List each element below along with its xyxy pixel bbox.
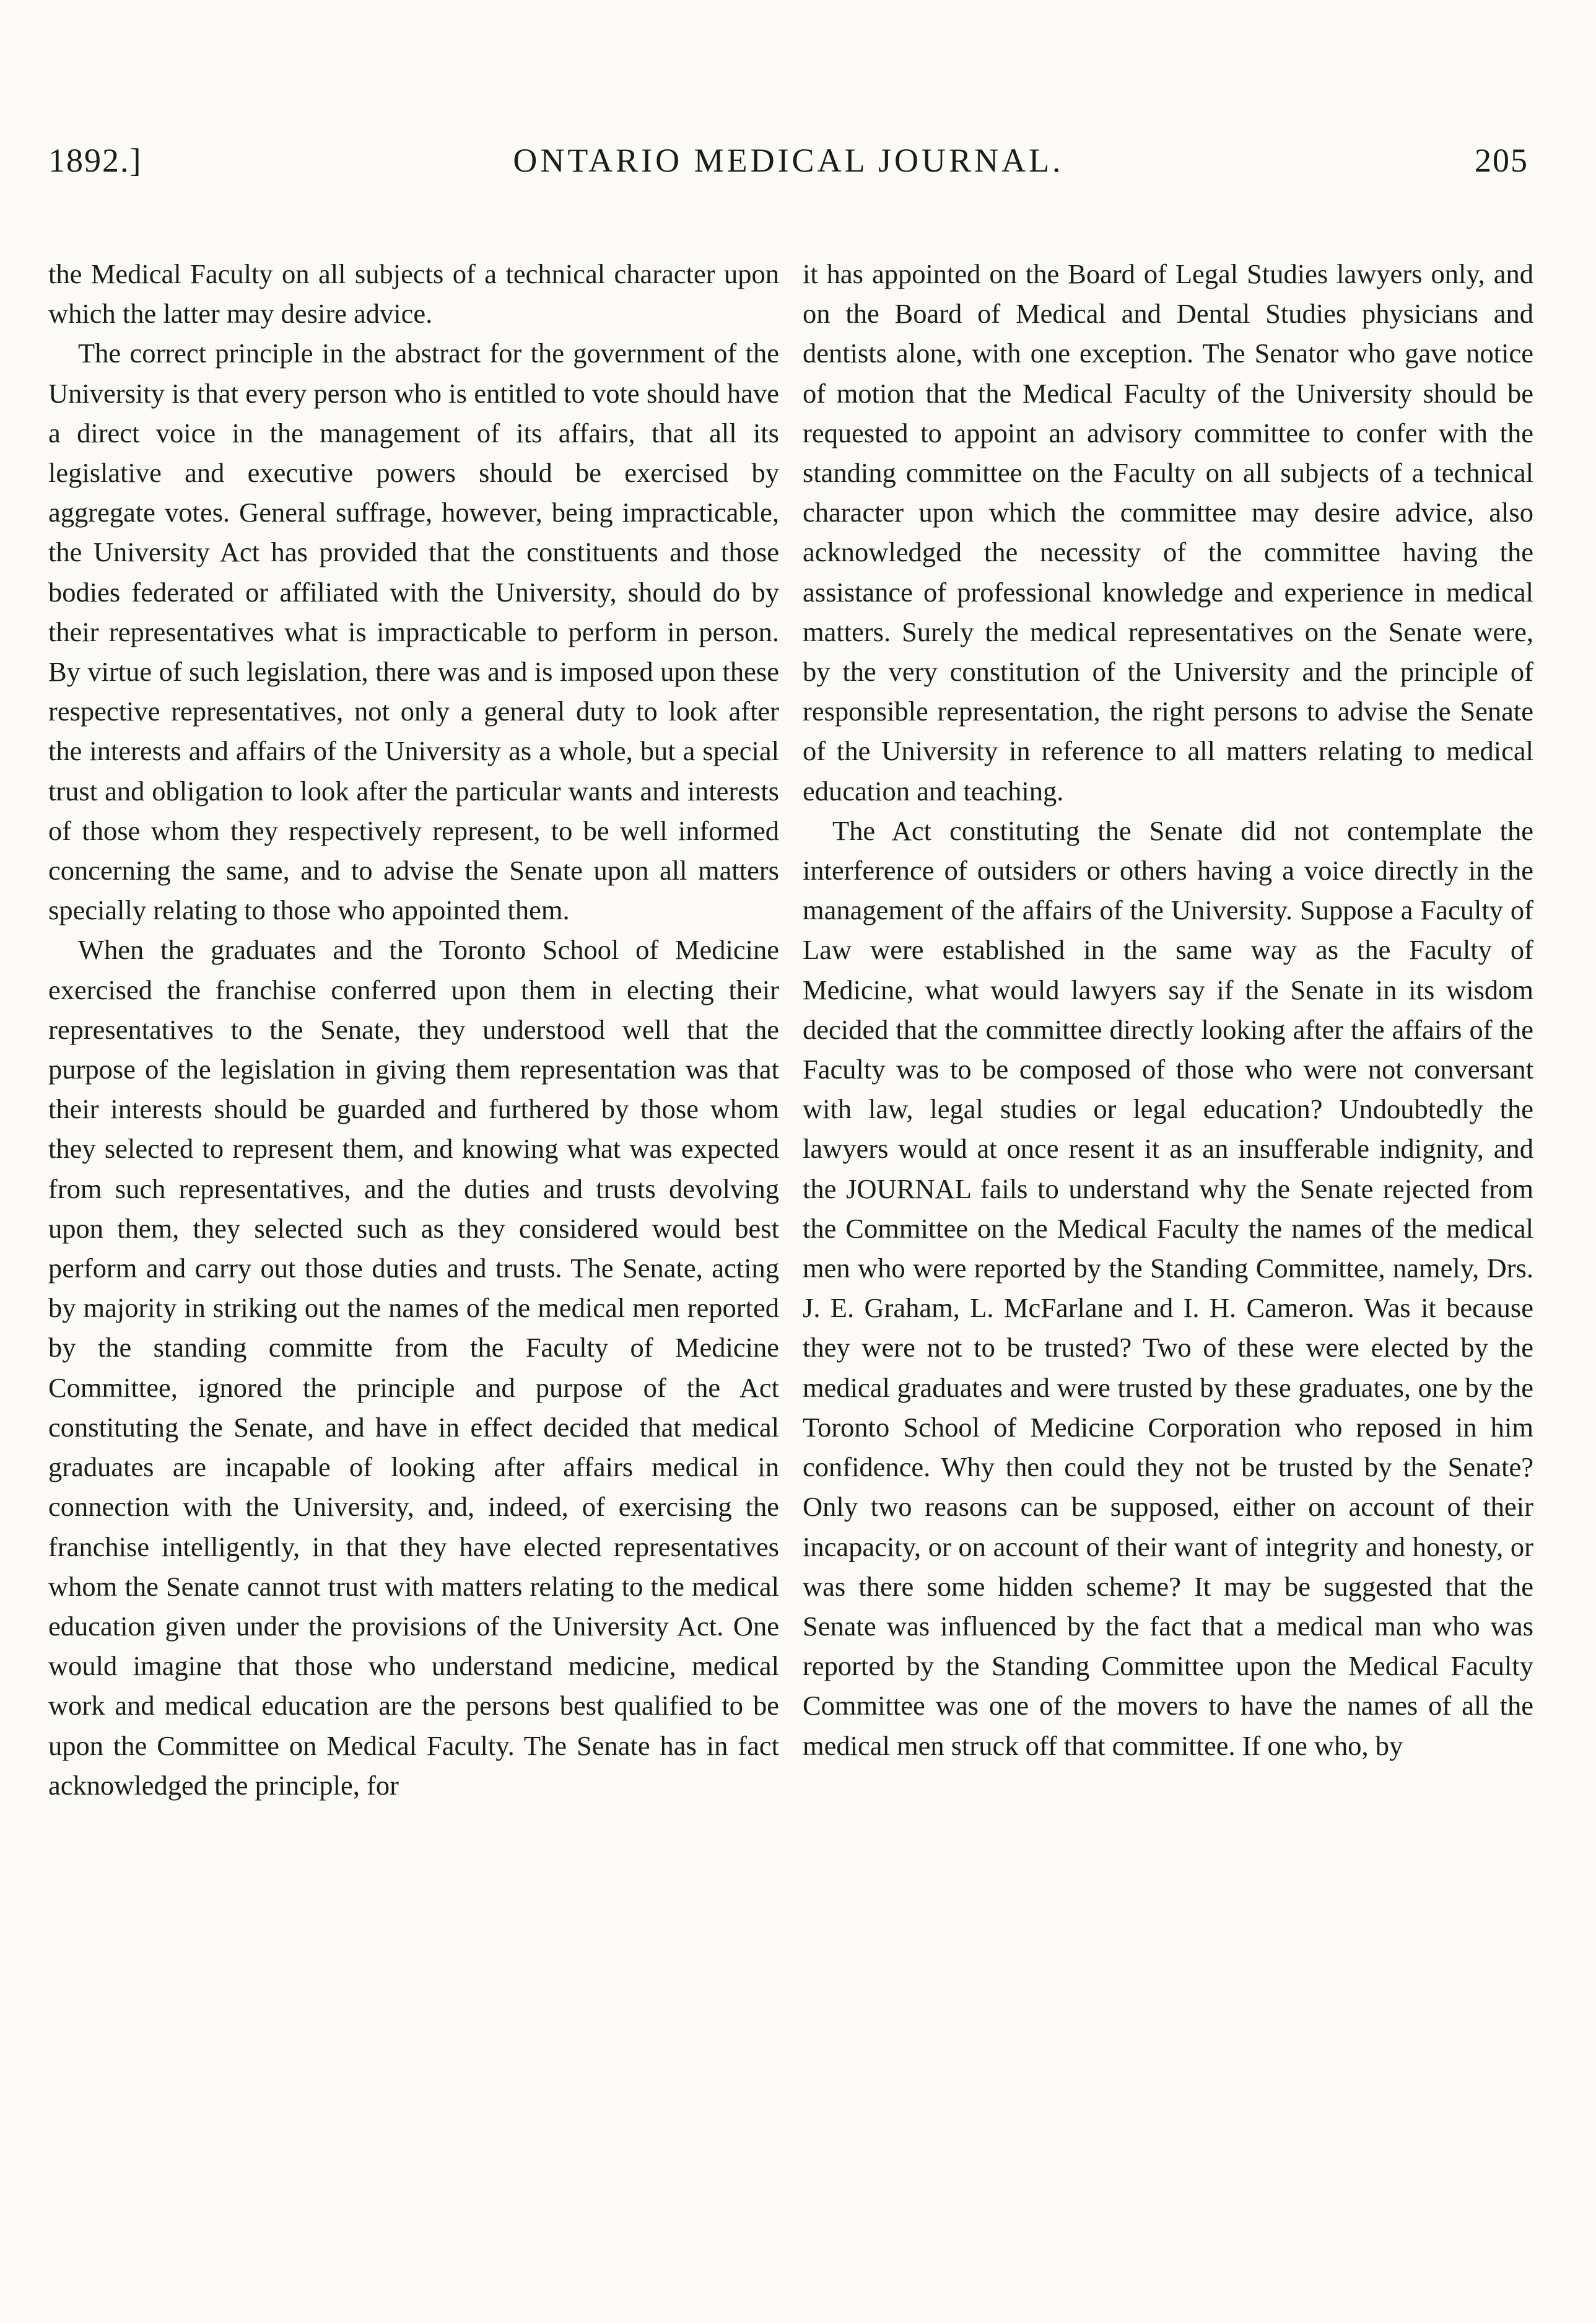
right-paragraph-1: it has appointed on the Board of Legal Studies lawyers only, and on the Board of Medical and Dental Studies physicians and dentists alone, with one exception. The Senator who gave notice of motion that the Medical Faculty of the University should be requested to appoint an advisory committee to confer with the standing committee on the Faculty on all subjects of a technical character upon which the committee may desire advice, also acknowledged the necessity of the committee having the assistance of professional knowledge and experience in medical matters. Surely the medical representatives on the Senate were, by the very constitution of the University and the principle of responsible representation, the right persons to advise the Senate of the University in reference to all matters relating to medical education and teaching.	[803, 258, 1533, 807]
right-paragraph-2: The Act constituting the Senate did not contemplate the interference of outsiders or others having a voice directly in the management of the affairs of the University. Suppose a Faculty of Law were established in the same way as the Faculty of Medicine, what would lawyers say if the Senate in its wisdom decided that the committee directly looking after the affairs of the Faculty was to be composed of those who were not conversant with law, legal studies or legal education? Undoubtedly the lawyers would at once resent it as an insufferable indignity, and the JOURNAL fails to understand why the Senate rejected from the Committee on the Medical Faculty the names of the medical men who were reported by the Standing Committee, namely, Drs. J. E. Graham, L. McFarlane and I. H. Cameron. Was it because they were not to be trusted? Two of these were elected by the medical graduates and were trusted by these graduates, one by the Toronto School of Medicine Corporation who reposed in him confidence. Why then could they not be trusted by the Senate? Only two reasons can be supposed, either on account of their incapacity, or on account of their want of integrity and honesty, or was there some hidden scheme? It may be suggested that the Senate was influenced by the fact that a medical man who was reported by the Standing Committee upon the Medical Faculty Committee was one of the movers to have the names of all the medical men struck off that committee. If one who, by	[803, 815, 1533, 1761]
right-column	[803, 254, 1533, 2298]
left-paragraph-3: When the graduates and the Toronto School of Medicine exercised the franchise conferred upon them in electing their representatives to the Senate, they understood well that the purpose of the legislation in giving them representation was that their interests should be guarded and furthered by those whom they selected to represent them, and knowing what was expected from such representatives, and the duties and trusts devolving upon them, they selected such as they considered would best perform and carry out those duties and trusts. The Senate, acting by majority in striking out the names of the medical men reported by the standing committe from the Faculty of Medicine Committee, ignored the principle and purpose of the Act constituting the Senate, and have in effect decided that medical graduates are incapable of looking after affairs medical in connection with the University, and, indeed, of exercising the franchise intelligently, in that they have elected representatives whom the Senate cannot trust with matters relating to the medical education given under the provisions of the University Act. One would imagine that those who understand medicine, medical work and medical education are the persons best qualified to be upon the Committee on Medical Faculty. The Senate has in fact acknowledged the principle, for	[48, 934, 779, 1801]
running-head	[48, 141, 1528, 197]
left-paragraph-2: The correct principle in the abstract for the government of the University is that every person who is entitled to vote should have a direct voice in the management of its affairs, that all its legislative and executive powers should be exercised by aggregate votes. General suffrage, however, being impracticable, the University Act has provided that the constituents and those bodies federated or affiliated with the University, should do by their representatives what is impracticable to perform in person. By virtue of such legislation, there was and is imposed upon these respective representatives, not only a general duty to look after the interests and affairs of the University as a whole, but a special trust and obligation to look after the particular wants and interests of those whom they respectively represent, to be well informed concerning the same, and to advise the Senate upon all matters specially relating to those who appointed them.	[48, 338, 779, 926]
journal-title: ONTARIO MEDICAL JOURNAL.	[513, 142, 1064, 179]
header-year: 1892.]	[48, 142, 142, 179]
left-column	[48, 254, 779, 2298]
page-number: 205	[1475, 142, 1528, 179]
left-paragraph-1: the Medical Faculty on all subjects of a technical character upon which the latter may desire advice.	[48, 258, 779, 330]
